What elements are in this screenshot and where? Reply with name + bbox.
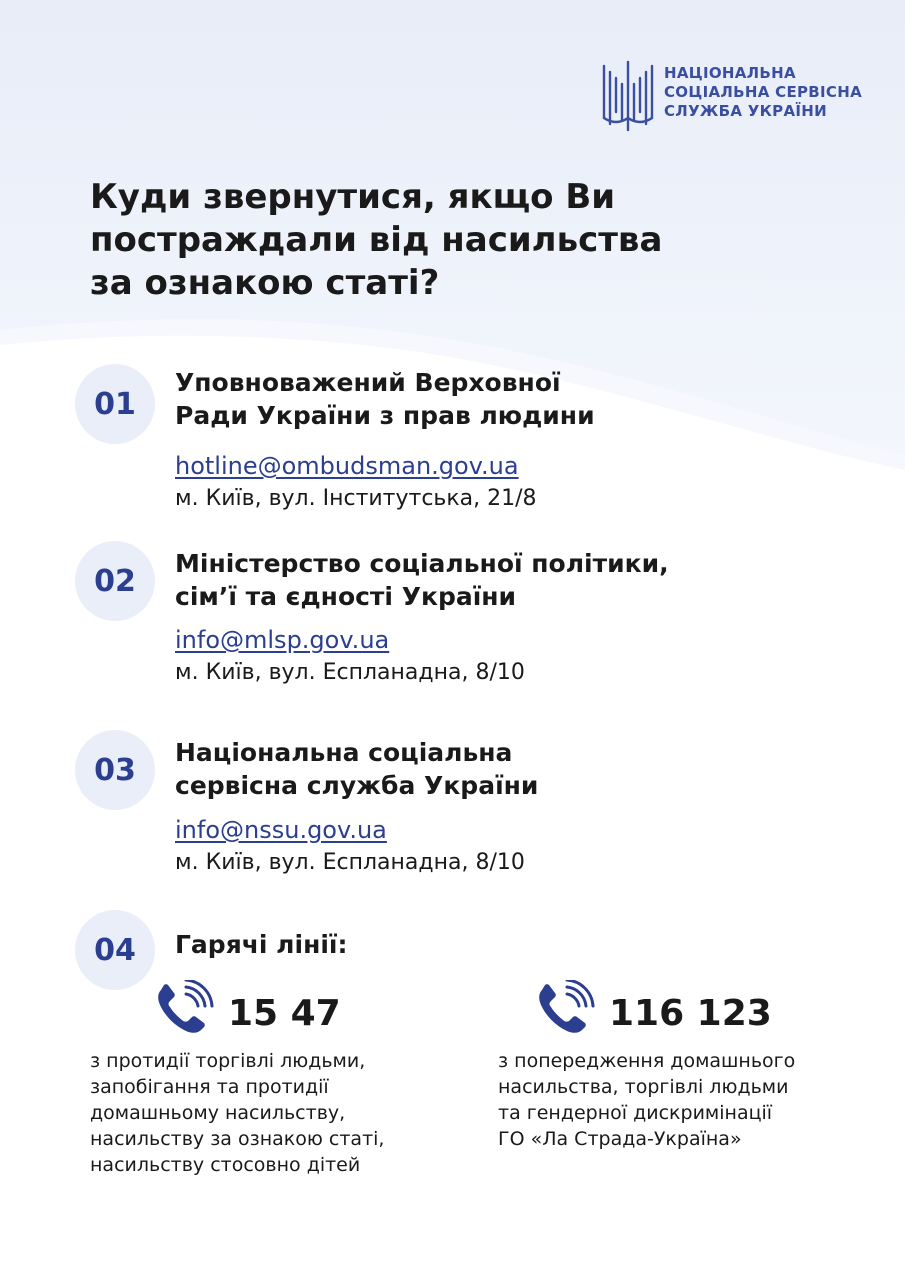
address-text: м. Київ, вул. Еспланадна, 8/10 [175,660,525,685]
hotline-desc-line: домашньому насильству, [90,1102,346,1124]
nssu-emblem-icon [600,60,656,132]
phone-icon [153,980,215,1038]
email-link[interactable]: info@mlsp.gov.ua [175,626,390,654]
title-line: Куди звернутися, якщо Ви [90,177,616,217]
org-name [175,736,538,802]
org-name-line: Уповноважений Верховної [175,368,561,397]
section-number: 04 [75,910,155,990]
title-line: за ознакою статі? [90,263,440,303]
hotline-desc-line: насильству за ознакою статі, [90,1128,385,1150]
hotline-desc-line: ГО «Ла Страда-Україна» [498,1128,742,1150]
page-title [90,176,790,305]
email-link[interactable]: hotline@ombudsman.gov.ua [175,452,519,480]
hotline-description [90,1048,384,1178]
title-line: постраждали від насильства [90,220,663,260]
hotline-desc-line: з попередження домашнього [498,1050,796,1072]
hotline-desc-line: насильству стосовно дітей [90,1154,361,1176]
org-name [175,547,669,613]
org-name [175,366,595,432]
hotline-number[interactable]: 116 123 [609,993,772,1034]
org-name-line: Міністерство соціальної політики, [175,549,669,578]
logo-line: НАЦІОНАЛЬНА [664,64,796,82]
hotline-desc-line: насильства, торгівлі людьми [498,1076,789,1098]
email-link[interactable]: info@nssu.gov.ua [175,816,387,844]
section-number: 03 [75,730,155,810]
hotline-desc-line: запобігання та протидії [90,1076,329,1098]
org-name-line: сервісна служба України [175,771,539,800]
hotlines-heading: Гарячі лінії: [175,930,348,959]
org-name-line: Національна соціальна [175,738,513,767]
nssu-logo [600,60,880,136]
logo-line: СЛУЖБА УКРАЇНИ [664,102,827,120]
hotline-desc-line: з протидії торгівлі людьми, [90,1050,366,1072]
address-text: м. Київ, вул. Еспланадна, 8/10 [175,850,525,875]
section-number: 02 [75,541,155,621]
address-text: м. Київ, вул. Інститутська, 21/8 [175,486,537,511]
logo-text [664,64,862,121]
org-name-line: Ради України з прав людини [175,401,595,430]
section-number: 01 [75,364,155,444]
hotline-description [498,1048,795,1152]
phone-icon [534,980,596,1038]
org-name-line: сім’ї та єдності України [175,582,517,611]
hotline-desc-line: та гендерної дискримінації [498,1102,773,1124]
hotline-number[interactable]: 15 47 [228,993,341,1034]
logo-line: СОЦІАЛЬНА СЕРВІСНА [664,83,862,101]
